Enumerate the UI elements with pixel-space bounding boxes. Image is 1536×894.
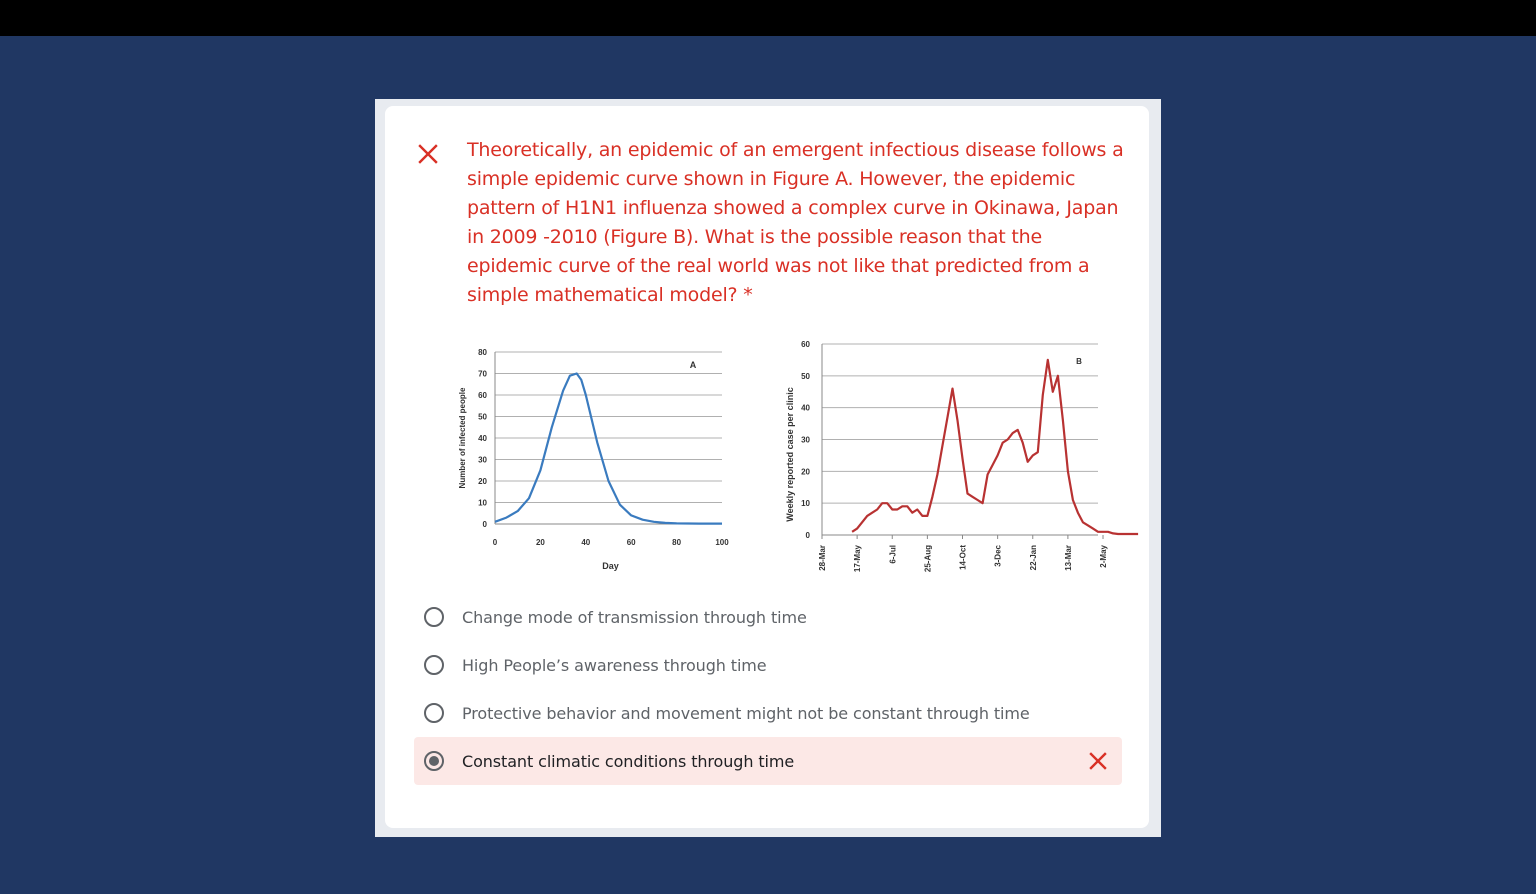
x-tick-label: 28-Mar: [818, 545, 827, 571]
question-figure: [445, 326, 1109, 580]
y-tick-label: 60: [801, 340, 810, 349]
panel-label: B: [1076, 357, 1082, 366]
y-axis-label: Number of infected people: [458, 387, 467, 489]
x-tick-label: 80: [672, 538, 682, 547]
x-axis-label: Day: [602, 561, 619, 571]
x-tick-label: 20: [535, 538, 545, 547]
radio-button-checked[interactable]: [424, 751, 444, 771]
radio-button[interactable]: [424, 655, 444, 675]
y-tick-label: 50: [801, 371, 810, 381]
option-item[interactable]: [414, 641, 1122, 689]
y-tick-label: 0: [805, 531, 810, 540]
y-tick-label: 70: [478, 369, 487, 379]
series-line: [495, 374, 722, 524]
form-frame: [375, 99, 1161, 837]
x-tick-label: 100: [715, 538, 729, 547]
y-tick-label: 10: [801, 499, 810, 509]
top-black-bar: [0, 0, 1536, 36]
x-tick-label: 14-Oct: [958, 545, 968, 570]
option-label: Protective behavior and movement might not be constant through time: [462, 703, 1030, 723]
y-tick-label: 0: [482, 520, 487, 529]
option-item-selected[interactable]: [414, 737, 1122, 785]
y-tick-label: 50: [478, 412, 487, 422]
panel-label: A: [689, 360, 697, 370]
option-label: Constant climatic conditions through time: [462, 751, 795, 771]
x-tick-label: 25-Aug: [923, 545, 933, 573]
y-tick-label: 30: [801, 435, 810, 445]
incorrect-x-icon: [1088, 751, 1108, 771]
chart-b: [755, 326, 1109, 580]
y-tick-label: 20: [478, 477, 487, 486]
option-label: High People’s awareness through time: [462, 655, 767, 675]
radio-button[interactable]: [424, 607, 444, 627]
x-tick-label: 2-May: [1099, 545, 1109, 568]
y-tick-label: 80: [478, 348, 487, 357]
y-axis-label: Weekly reported case per clinic: [785, 387, 795, 522]
y-tick-label: 20: [801, 467, 810, 477]
answer-options: [414, 593, 1122, 785]
radio-button[interactable]: [424, 703, 444, 723]
x-tick-label: 6-Jul: [888, 545, 898, 564]
x-tick-label: 60: [626, 538, 636, 547]
y-tick-label: 10: [478, 498, 487, 508]
option-item[interactable]: [414, 689, 1122, 737]
x-tick-label: 22-Jan: [1028, 545, 1038, 571]
x-tick-label: 0: [492, 538, 498, 547]
y-tick-label: 60: [478, 391, 487, 400]
question-card: [385, 106, 1149, 828]
x-tick-label: 40: [581, 538, 591, 547]
y-tick-label: 40: [801, 403, 810, 413]
option-label: Change mode of transmission through time: [462, 607, 807, 627]
y-tick-label: 40: [478, 434, 487, 443]
x-tick-label: 17-May: [853, 545, 863, 573]
option-item[interactable]: [414, 593, 1122, 641]
question-title: Theoretically, an epidemic of an emergent infectious disease follows a simple epidemic curve shown in Figure A. However, the epidemic pattern of H1N1 influenza showed a complex curve in Okinawa, Japan in 2009 -2010 (Figure B). What is the possible reason that the epidemic curve of the real world was not like that predicted from a simple mathematical model? *: [467, 139, 1124, 306]
y-tick-label: 30: [478, 455, 487, 465]
x-tick-label: 13-Mar: [1063, 545, 1073, 571]
chart-a: [445, 326, 735, 580]
series-line: [852, 360, 1138, 534]
close-icon: [417, 143, 439, 165]
x-tick-label: 3-Dec: [993, 545, 1003, 567]
